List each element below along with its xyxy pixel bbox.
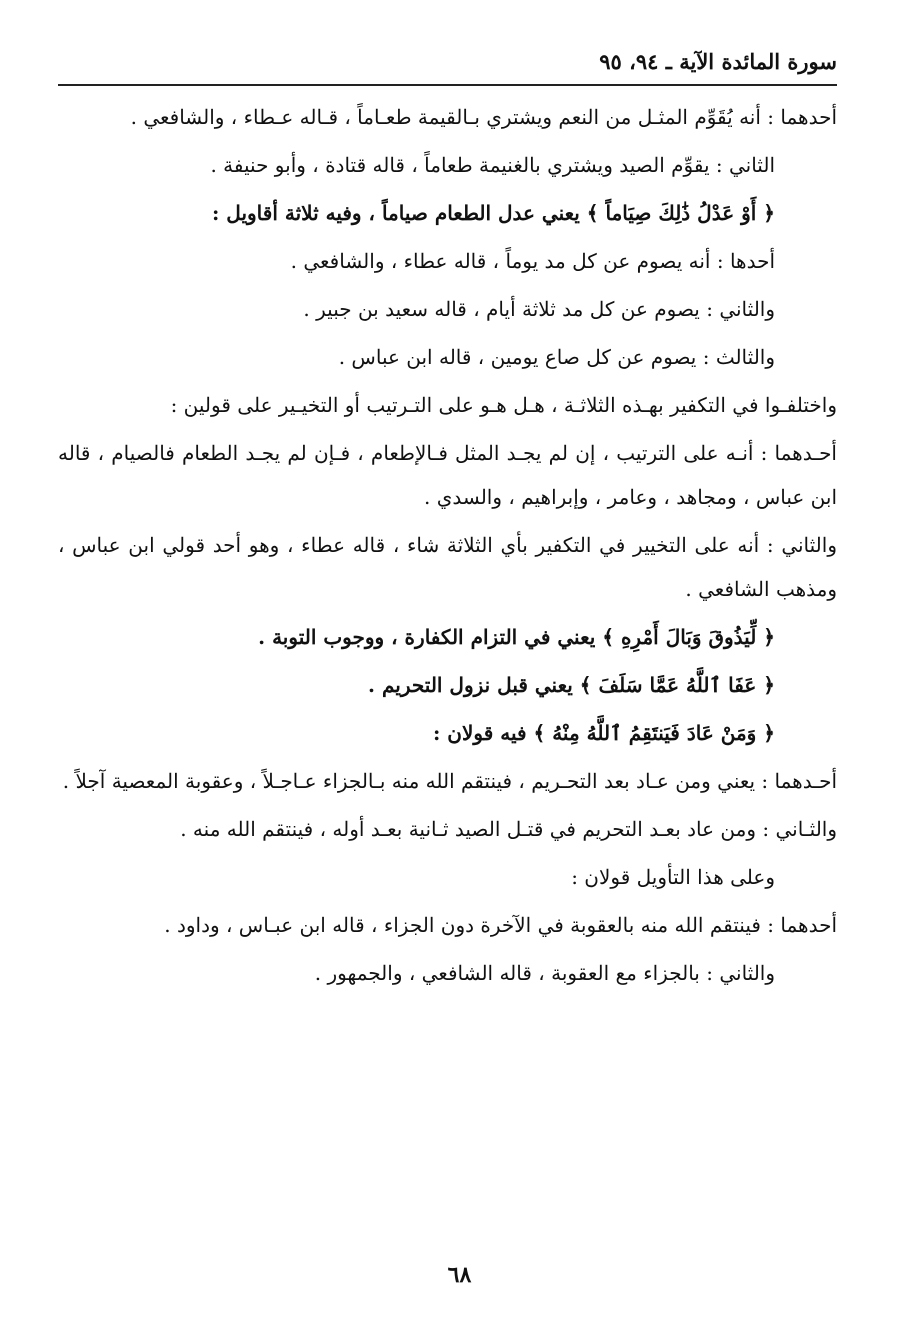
paragraph-3-verse: ﴿ أَوْ عَدْلُ ذَٰلِكَ صِيَاماً ﴾ يعني عدل الطعام صياماً ، وفيه ثلاثة أقاويل : [211,201,775,225]
header-divider [58,84,837,86]
paragraph-15: وعلى هذا التأويل قولان : [571,865,775,889]
body-text [58,95,837,999]
running-header [58,40,837,82]
paragraph-14: والثـاني : ومن عاد بعـد التحريم في قتـل الصيد ثـانية بعـد أوله ، فينتقم الله منه . [180,817,837,841]
paragraph-4: أحدها : أنه يصوم عن كل مد يوماً ، قاله عطاء ، والشافعي . [290,249,775,273]
header-title: سورة المائدة الآية ـ ٩٤، ٩٥ [599,49,837,74]
paragraph-7: واختلفـوا في التكفير بهـذه الثلاثـة ، هـل هـو على التـرتيب أو التخيـير على قولين : [170,393,837,417]
paragraph-1: أحدهما : أنه يُقَوِّم المثـل من النعم ويشتري بـالقيمة طعـاماً ، قـاله عـطاء ، والشافعي . [130,105,837,129]
paragraph-17: والثاني : بالجزاء مع العقوبة ، قاله الشافعي ، والجمهور . [314,961,775,985]
paragraph-6: والثالث : يصوم عن كل صاع يومين ، قاله ابن عباس . [338,345,775,369]
paragraph-11-verse: ﴿ عَفَا ٱللَّهُ عَمَّا سَلَفَ ﴾ يعني قبل نزول التحريم . [368,673,775,697]
paragraph-5: والثاني : يصوم عن كل مد ثلاثة أيام ، قاله سعيد بن جبير . [303,297,775,321]
paragraph-16: أحدهما : فينتقم الله منه بالعقوبة في الآخرة دون الجزاء ، قاله ابن عبـاس ، وداود . [164,913,837,937]
paragraph-13: أحـدهما : يعني ومن عـاد بعد التحـريم ، فينتقم الله منه بـالجزاء عـاجـلاً ، وعقوبة المعصية آجلاً . [62,769,837,793]
paragraph-10-verse: ﴿ لِّيَذُوقَ وَبَالَ أَمْرِهِ ﴾ يعني في التزام الكفارة ، ووجوب التوبة . [258,625,775,649]
paragraph-9: والثاني : أنه على التخيير في التكفير بأي الثلاثة شاء ، قاله عطاء ، وهو أحد قولي ابن عباس ، ومذهب الشافعي . [58,533,837,601]
page-number: ٦٨ [447,1262,472,1288]
paragraph-12-verse: ﴿ وَمَنْ عَادَ فَيَنتَقِمُ ٱللَّهُ مِنْهُ ﴾ فيه قولان : [432,721,775,745]
paragraph-2: الثاني : يقوِّم الصيد ويشتري بالغنيمة طعاماً ، قاله قتادة ، وأبو حنيفة . [210,153,775,177]
paragraph-8: أحـدهما : أنـه على الترتيب ، إن لم يجـد المثل فـالإطعام ، فـإن لم يجـد الطعام فالصيام ، قاله ابن عباس ، ومجاهد ، وعامر ، وإبراهيم ، والسدي . [58,441,837,509]
